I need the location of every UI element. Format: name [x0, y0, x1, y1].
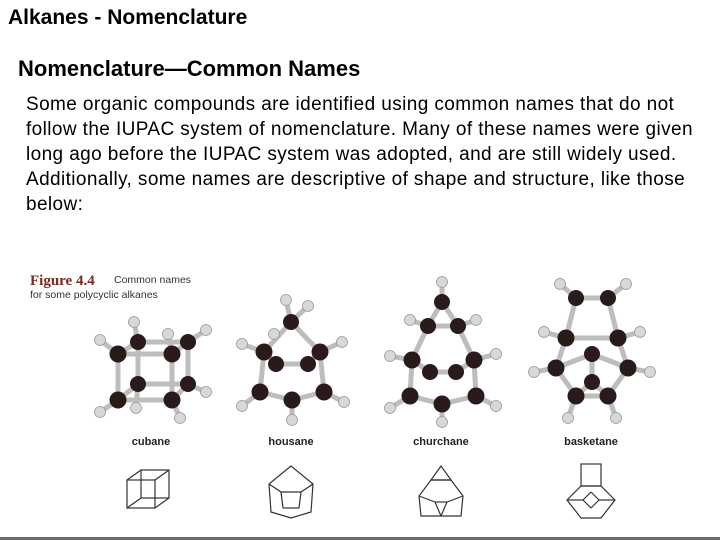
slide-title: Alkanes - Nomenclature — [8, 6, 248, 29]
figure-caption-line1: Common names — [114, 274, 192, 286]
molecule-basketane — [516, 272, 666, 534]
molecule-name-churchane: churchane — [413, 436, 469, 448]
molecule-name-housane: housane — [268, 436, 314, 448]
molecule-churchane — [366, 272, 516, 534]
housane-structure-icon — [261, 462, 321, 522]
body-paragraph: Some organic compounds are identified using common names that do not follow the IUPAC system of nomenclature. Many of these names were given long ago before the IUPAC system was adopted, and are still widely used. Additionally, some names are descriptive of shape and structure, like those below: — [26, 94, 693, 215]
slide-subtitle: Nomenclature—Common Names — [18, 56, 361, 81]
basketane-structure-icon — [561, 462, 621, 522]
figure-caption-line2: for some polycyclic alkanes — [30, 289, 158, 301]
churchane-model-image — [366, 272, 516, 432]
figure-label: Figure 4.4 — [30, 273, 95, 289]
cubane-structure-icon — [121, 462, 181, 522]
figure-4-4 — [26, 272, 706, 534]
cubane-model-image — [76, 272, 226, 432]
molecule-cubane — [76, 272, 226, 534]
churchane-structure-icon — [411, 462, 471, 522]
housane-model-image — [216, 272, 366, 432]
molecule-name-cubane: cubane — [131, 436, 171, 448]
molecule-name-basketane: basketane — [564, 436, 618, 448]
molecule-housane — [216, 272, 366, 534]
basketane-model-image — [516, 272, 666, 432]
